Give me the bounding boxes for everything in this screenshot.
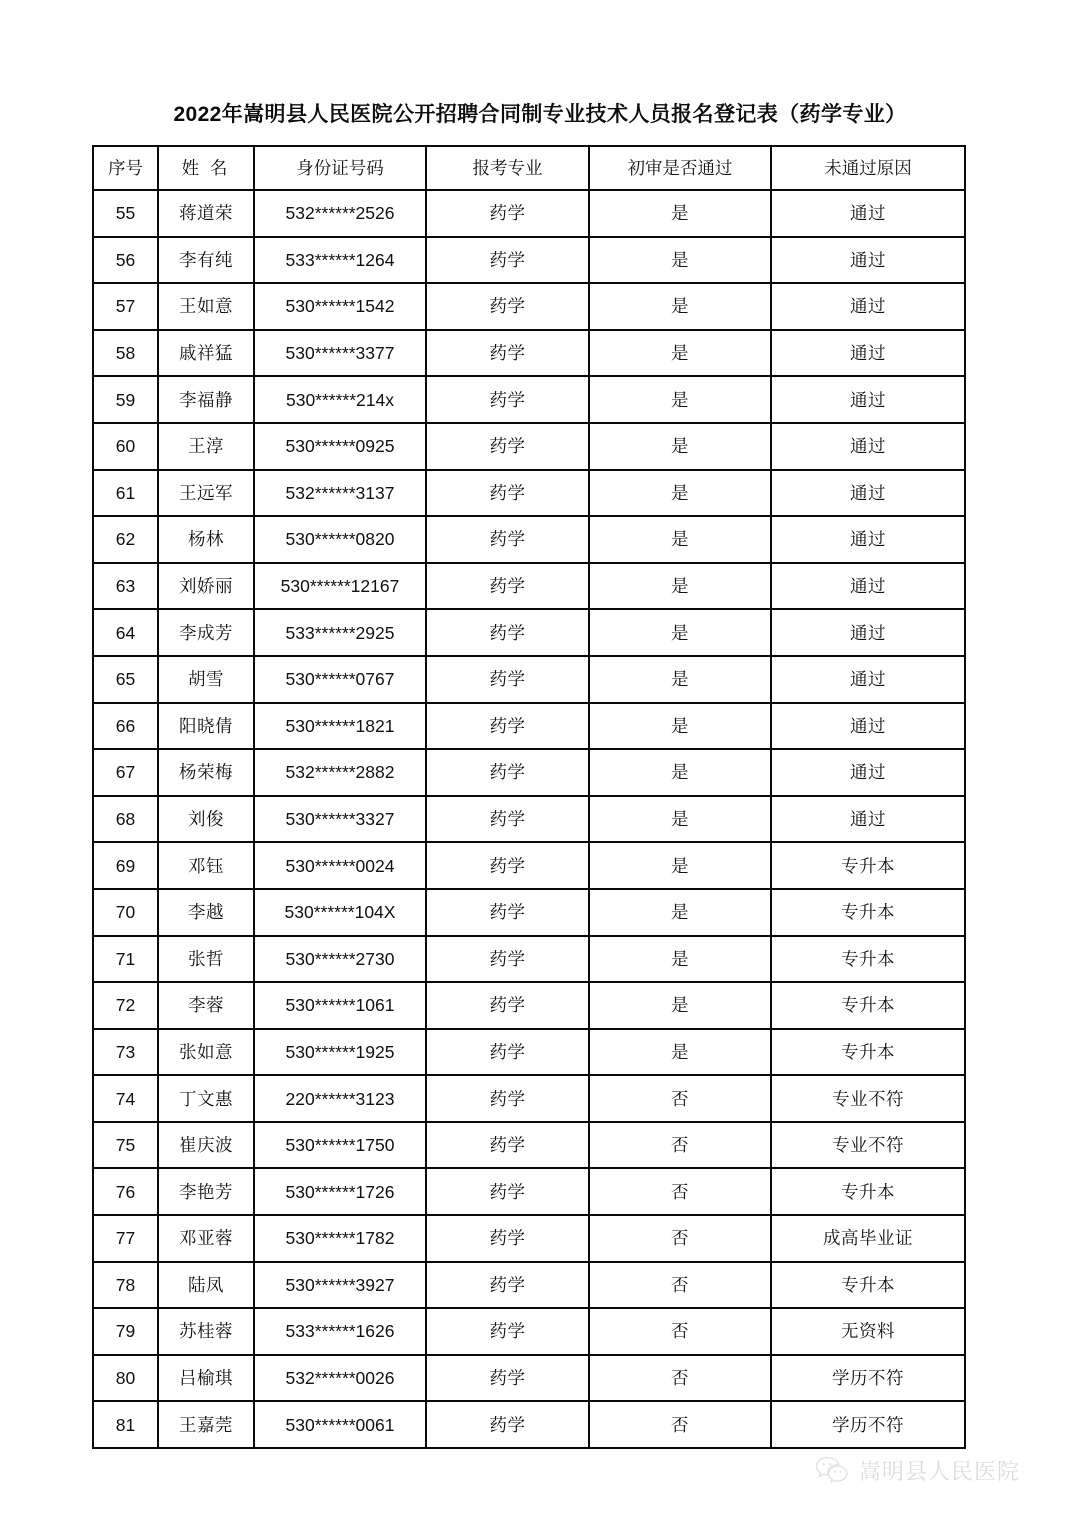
cell-pass: 是 <box>589 563 771 610</box>
cell-seq: 80 <box>93 1355 158 1402</box>
cell-reason: 通过 <box>771 516 965 563</box>
cell-reason: 通过 <box>771 796 965 843</box>
cell-major: 药学 <box>426 982 589 1029</box>
table-row <box>93 1308 965 1355</box>
cell-reason: 学历不符 <box>771 1401 965 1448</box>
cell-major: 药学 <box>426 470 589 517</box>
table-row <box>93 1215 965 1262</box>
cell-name: 李艳芳 <box>158 1168 254 1215</box>
cell-id-number: 533******1264 <box>254 237 426 284</box>
cell-major: 药学 <box>426 1168 589 1215</box>
cell-major: 药学 <box>426 842 589 889</box>
cell-name: 李福静 <box>158 376 254 423</box>
cell-seq: 75 <box>93 1122 158 1169</box>
table-row <box>93 563 965 610</box>
cell-reason: 通过 <box>771 376 965 423</box>
cell-major: 药学 <box>426 796 589 843</box>
cell-reason: 专业不符 <box>771 1122 965 1169</box>
cell-reason: 无资料 <box>771 1308 965 1355</box>
cell-seq: 56 <box>93 237 158 284</box>
cell-major: 药学 <box>426 749 589 796</box>
table-row <box>93 982 965 1029</box>
cell-name: 李有纯 <box>158 237 254 284</box>
cell-pass: 是 <box>589 237 771 284</box>
cell-id-number: 530******12167 <box>254 563 426 610</box>
table-row <box>93 842 965 889</box>
table-body <box>93 190 965 1448</box>
cell-name: 张哲 <box>158 936 254 983</box>
cell-id-number: 530******1782 <box>254 1215 426 1262</box>
cell-id-number: 530******0925 <box>254 423 426 470</box>
cell-seq: 76 <box>93 1168 158 1215</box>
cell-major: 药学 <box>426 1075 589 1122</box>
cell-major: 药学 <box>426 563 589 610</box>
cell-id-number: 530******0767 <box>254 656 426 703</box>
cell-pass: 是 <box>589 470 771 517</box>
cell-reason: 通过 <box>771 703 965 750</box>
cell-seq: 63 <box>93 563 158 610</box>
cell-pass: 是 <box>589 376 771 423</box>
cell-seq: 78 <box>93 1262 158 1309</box>
cell-reason: 通过 <box>771 190 965 237</box>
cell-pass: 是 <box>589 283 771 330</box>
cell-pass: 否 <box>589 1308 771 1355</box>
table-row <box>93 1401 965 1448</box>
cell-name: 王淳 <box>158 423 254 470</box>
cell-reason: 通过 <box>771 656 965 703</box>
cell-major: 药学 <box>426 1401 589 1448</box>
table-row <box>93 1262 965 1309</box>
cell-pass: 是 <box>589 423 771 470</box>
cell-major: 药学 <box>426 330 589 377</box>
cell-major: 药学 <box>426 237 589 284</box>
table-row <box>93 1075 965 1122</box>
column-header-major: 报考专业 <box>426 146 589 190</box>
cell-seq: 61 <box>93 470 158 517</box>
cell-name: 崔庆波 <box>158 1122 254 1169</box>
cell-major: 药学 <box>426 936 589 983</box>
cell-pass: 是 <box>589 889 771 936</box>
cell-name: 张如意 <box>158 1029 254 1076</box>
cell-name: 杨林 <box>158 516 254 563</box>
cell-reason: 通过 <box>771 749 965 796</box>
cell-reason: 通过 <box>771 283 965 330</box>
cell-major: 药学 <box>426 703 589 750</box>
page-title: 2022年嵩明县人民医院公开招聘合同制专业技术人员报名登记表（药学专业） <box>173 103 907 126</box>
cell-seq: 58 <box>93 330 158 377</box>
cell-major: 药学 <box>426 190 589 237</box>
column-header-reason: 未通过原因 <box>771 146 965 190</box>
cell-reason: 通过 <box>771 609 965 656</box>
table-row <box>93 190 965 237</box>
cell-major: 药学 <box>426 609 589 656</box>
cell-pass: 是 <box>589 796 771 843</box>
cell-pass: 否 <box>589 1075 771 1122</box>
cell-reason: 成高毕业证 <box>771 1215 965 1262</box>
cell-reason: 专升本 <box>771 1029 965 1076</box>
cell-seq: 60 <box>93 423 158 470</box>
cell-reason: 专升本 <box>771 936 965 983</box>
cell-seq: 70 <box>93 889 158 936</box>
cell-id-number: 530******104X <box>254 889 426 936</box>
cell-pass: 否 <box>589 1215 771 1262</box>
cell-pass: 是 <box>589 703 771 750</box>
cell-pass: 是 <box>589 656 771 703</box>
table-row <box>93 609 965 656</box>
cell-pass: 是 <box>589 330 771 377</box>
cell-name: 胡雪 <box>158 656 254 703</box>
cell-name: 丁文惠 <box>158 1075 254 1122</box>
cell-seq: 64 <box>93 609 158 656</box>
cell-reason: 通过 <box>771 470 965 517</box>
cell-id-number: 530******1821 <box>254 703 426 750</box>
table-row <box>93 423 965 470</box>
cell-name: 蒋道荣 <box>158 190 254 237</box>
cell-id-number: 530******214x <box>254 376 426 423</box>
cell-name: 李成芳 <box>158 609 254 656</box>
cell-reason: 专升本 <box>771 842 965 889</box>
cell-seq: 73 <box>93 1029 158 1076</box>
cell-reason: 专业不符 <box>771 1075 965 1122</box>
cell-reason: 专升本 <box>771 1262 965 1309</box>
cell-pass: 是 <box>589 842 771 889</box>
cell-seq: 68 <box>93 796 158 843</box>
table-row <box>93 936 965 983</box>
cell-reason: 通过 <box>771 330 965 377</box>
table-row <box>93 1355 965 1402</box>
cell-reason: 专升本 <box>771 889 965 936</box>
cell-name: 邓亚蓉 <box>158 1215 254 1262</box>
table-row <box>93 1168 965 1215</box>
cell-pass: 是 <box>589 609 771 656</box>
cell-seq: 77 <box>93 1215 158 1262</box>
cell-major: 药学 <box>426 376 589 423</box>
cell-id-number: 530******2730 <box>254 936 426 983</box>
cell-reason: 专升本 <box>771 1168 965 1215</box>
cell-id-number: 530******0061 <box>254 1401 426 1448</box>
cell-pass: 否 <box>589 1262 771 1309</box>
cell-major: 药学 <box>426 656 589 703</box>
table-row <box>93 470 965 517</box>
table-row <box>93 889 965 936</box>
cell-name: 王如意 <box>158 283 254 330</box>
cell-name: 王嘉莞 <box>158 1401 254 1448</box>
cell-major: 药学 <box>426 1355 589 1402</box>
cell-seq: 81 <box>93 1401 158 1448</box>
cell-name: 刘俊 <box>158 796 254 843</box>
cell-reason: 通过 <box>771 563 965 610</box>
cell-seq: 72 <box>93 982 158 1029</box>
cell-name: 邓钰 <box>158 842 254 889</box>
table-row <box>93 376 965 423</box>
cell-pass: 是 <box>589 936 771 983</box>
column-header-pass: 初审是否通过 <box>589 146 771 190</box>
table-row <box>93 703 965 750</box>
table-row <box>93 516 965 563</box>
cell-major: 药学 <box>426 1262 589 1309</box>
table-header-row <box>93 146 965 190</box>
cell-seq: 71 <box>93 936 158 983</box>
cell-pass: 否 <box>589 1355 771 1402</box>
cell-major: 药学 <box>426 1122 589 1169</box>
cell-id-number: 220******3123 <box>254 1075 426 1122</box>
cell-name: 戚祥猛 <box>158 330 254 377</box>
cell-seq: 79 <box>93 1308 158 1355</box>
cell-seq: 57 <box>93 283 158 330</box>
cell-id-number: 530******0024 <box>254 842 426 889</box>
cell-id-number: 533******1626 <box>254 1308 426 1355</box>
cell-pass: 是 <box>589 749 771 796</box>
column-header-id-number: 身份证号码 <box>254 146 426 190</box>
table-row <box>93 1122 965 1169</box>
cell-name: 李蓉 <box>158 982 254 1029</box>
cell-major: 药学 <box>426 889 589 936</box>
cell-major: 药学 <box>426 283 589 330</box>
wechat-icon <box>815 1456 849 1485</box>
cell-id-number: 530******1726 <box>254 1168 426 1215</box>
column-header-name: 姓 名 <box>158 146 254 190</box>
cell-seq: 55 <box>93 190 158 237</box>
cell-id-number: 530******1542 <box>254 283 426 330</box>
cell-seq: 59 <box>93 376 158 423</box>
cell-id-number: 533******2925 <box>254 609 426 656</box>
table-row <box>93 796 965 843</box>
cell-name: 阳晓倩 <box>158 703 254 750</box>
table-row <box>93 1029 965 1076</box>
cell-major: 药学 <box>426 516 589 563</box>
cell-reason: 通过 <box>771 237 965 284</box>
table-row <box>93 283 965 330</box>
table-row <box>93 749 965 796</box>
cell-major: 药学 <box>426 1029 589 1076</box>
cell-name: 陆凤 <box>158 1262 254 1309</box>
cell-id-number: 530******3927 <box>254 1262 426 1309</box>
table-row <box>93 330 965 377</box>
cell-id-number: 532******3137 <box>254 470 426 517</box>
registration-table <box>92 145 966 1449</box>
cell-seq: 62 <box>93 516 158 563</box>
cell-id-number: 532******2882 <box>254 749 426 796</box>
cell-name: 李越 <box>158 889 254 936</box>
cell-reason: 通过 <box>771 423 965 470</box>
cell-id-number: 530******0820 <box>254 516 426 563</box>
cell-major: 药学 <box>426 1215 589 1262</box>
brand-name: 嵩明县人民医院 <box>858 1459 1020 1484</box>
cell-id-number: 530******1750 <box>254 1122 426 1169</box>
registration-table-container <box>92 145 964 1449</box>
cell-id-number: 530******1925 <box>254 1029 426 1076</box>
table-row <box>93 656 965 703</box>
cell-id-number: 530******1061 <box>254 982 426 1029</box>
cell-name: 王远军 <box>158 470 254 517</box>
table-row <box>93 237 965 284</box>
cell-seq: 69 <box>93 842 158 889</box>
cell-name: 刘娇丽 <box>158 563 254 610</box>
cell-pass: 是 <box>589 190 771 237</box>
cell-name: 吕榆琪 <box>158 1355 254 1402</box>
cell-pass: 是 <box>589 1029 771 1076</box>
cell-pass: 否 <box>589 1168 771 1215</box>
cell-reason: 学历不符 <box>771 1355 965 1402</box>
column-header-seq: 序号 <box>93 146 158 190</box>
cell-name: 杨荣梅 <box>158 749 254 796</box>
cell-major: 药学 <box>426 1308 589 1355</box>
cell-reason: 专升本 <box>771 982 965 1029</box>
cell-pass: 否 <box>589 1122 771 1169</box>
cell-name: 苏桂蓉 <box>158 1308 254 1355</box>
cell-seq: 66 <box>93 703 158 750</box>
cell-id-number: 530******3377 <box>254 330 426 377</box>
footer-brand <box>815 1455 1020 1486</box>
cell-id-number: 532******0026 <box>254 1355 426 1402</box>
cell-pass: 是 <box>589 516 771 563</box>
cell-pass: 是 <box>589 982 771 1029</box>
cell-major: 药学 <box>426 423 589 470</box>
cell-seq: 65 <box>93 656 158 703</box>
cell-seq: 67 <box>93 749 158 796</box>
cell-id-number: 532******2526 <box>254 190 426 237</box>
cell-pass: 否 <box>589 1401 771 1448</box>
cell-seq: 74 <box>93 1075 158 1122</box>
cell-id-number: 530******3327 <box>254 796 426 843</box>
